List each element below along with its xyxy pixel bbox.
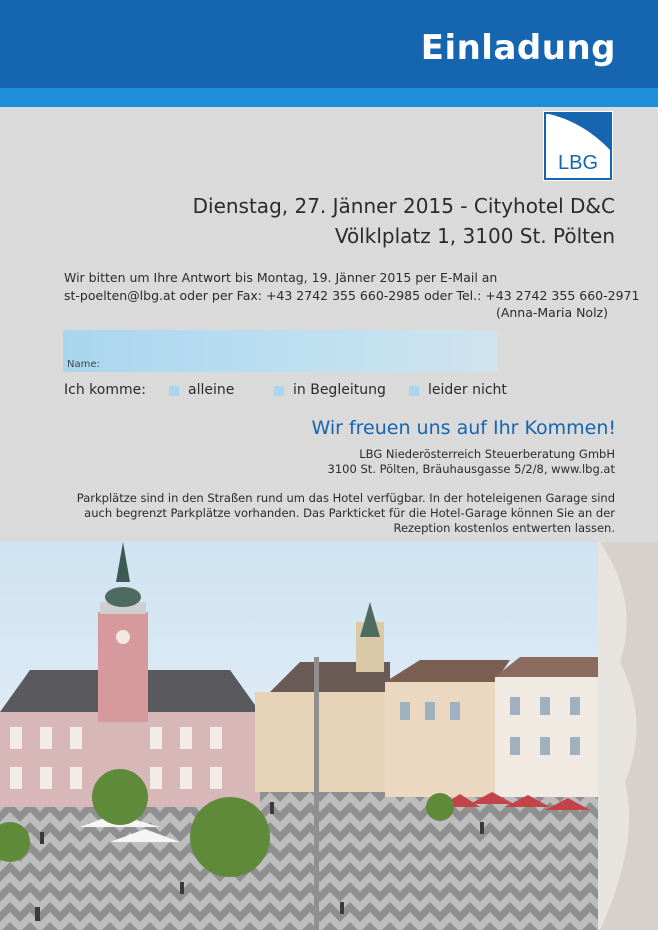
parking-line-2: auch begrenzt Parkplätze vorhanden. Das Parkticket für die Hotel-Garage können Sie an der <box>84 506 615 520</box>
rsvp-line-2: st-poelten@lbg.at oder per Fax: +43 2742 355 660-2985 oder Tel.: +43 2742 355 660-2971 <box>64 288 640 303</box>
town-square-photo <box>0 542 658 930</box>
checkbox-in-begleitung[interactable] <box>274 386 284 396</box>
lbg-logo <box>543 111 613 181</box>
option-leider-nicht: leider nicht <box>428 382 507 398</box>
header-stripe <box>0 88 658 107</box>
name-label: Name: <box>67 359 100 370</box>
parking-line-3: Rezeption kostenlos entwerten lassen. <box>393 521 615 535</box>
rsvp-contact: (Anna-Maria Nolz) <box>495 305 608 320</box>
event-address: Völklplatz 1, 3100 St. Pölten <box>334 224 615 248</box>
option-in-begleitung: in Begleitung <box>293 382 386 398</box>
checkbox-alleine[interactable] <box>169 386 179 396</box>
page-title: Einladung <box>420 28 616 68</box>
name-field[interactable] <box>63 330 498 372</box>
welcome-message: Wir freuen uns auf Ihr Kommen! <box>311 417 616 439</box>
company-address: 3100 St. Pölten, Bräuhausgasse 5/2/8, www.lbg.at <box>327 462 615 476</box>
company-name: LBG Niederösterreich Steuerberatung GmbH <box>359 447 615 461</box>
rsvp-line-1: Wir bitten um Ihre Antwort bis Montag, 19. Jänner 2015 per E-Mail an <box>64 270 498 285</box>
attend-label: Ich komme: <box>64 382 146 398</box>
option-alleine: alleine <box>188 382 235 398</box>
event-date-venue: Dienstag, 27. Jänner 2015 - Cityhotel D&C <box>192 194 615 218</box>
checkbox-leider-nicht[interactable] <box>409 386 419 396</box>
logo-text: LBG <box>557 152 599 174</box>
parking-line-1: Parkplätze sind in den Straßen rund um das Hotel verfügbar. In der hoteleigenen Garage sind <box>76 491 615 505</box>
